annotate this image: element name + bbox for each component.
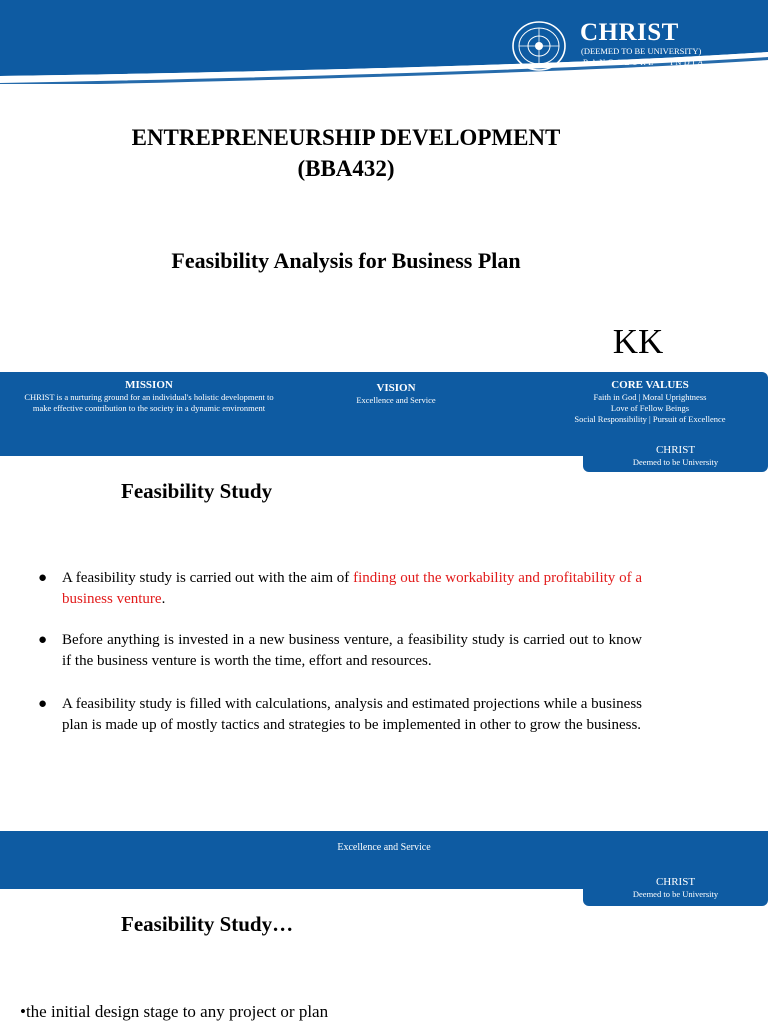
highlighted-text: finding out the workability and profitability of a business venture [62, 570, 642, 607]
course-title-line1: ENTREPRENEURSHIP DEVELOPMENT [131, 125, 561, 150]
bullet-icon: ● [38, 696, 48, 712]
vision-block [326, 382, 466, 406]
footer-vision-text: Excellence and Service [337, 842, 431, 853]
core-values-line1: Faith in God | Moral Uprightness [593, 392, 707, 402]
course-code: (BBA432) [297, 156, 395, 181]
mission-text-line2: make effective contribution to the society in a dynamic environment [32, 403, 266, 413]
slide-heading: Feasibility Study [121, 479, 273, 503]
presentation-subtitle: Feasibility Analysis for Business Plan [171, 248, 521, 273]
bullet-icon: ● [38, 570, 48, 586]
footer-university-name: CHRIST [655, 876, 696, 888]
bullet-list: ● A feasibility study is carried out with the aim of finding out the workability and profitability of a business venture. ● Before anything is invested in a new business venture, a feasibility study is carried out to know if the business venture is worth the time, effort and resources. ● A feasibility study is filled with calculations, analysis and estimated projections while a business plan is made up of mostly tactics and strategies to be implemented in other to grow the business. [38, 568, 642, 768]
logo-subtitle: (DEEMED TO BE UNIVERSITY) [581, 46, 702, 56]
author-initials: KK [612, 322, 664, 361]
footer-university-status: Deemed to be University [632, 457, 719, 467]
footer-university-tab [583, 870, 768, 906]
vision-heading: VISION [376, 382, 416, 394]
mission-text-line1: CHRIST is a nurturing ground for an individual's holistic development to [24, 392, 274, 402]
logo-wordmark: CHRIST [580, 19, 679, 46]
core-values-heading: CORE VALUES [611, 379, 689, 391]
university-logo [510, 18, 750, 74]
course-title [0, 122, 692, 184]
core-values-line3: Social Responsibility | Pursuit of Excellence [574, 414, 726, 424]
bullet-text: A feasibility study is filled with calculations, analysis and estimated projections while a business plan is made up of mostly tactics and strategies to be implemented in other to grow the business. [62, 696, 642, 733]
bullet-text: •the initial design stage to any project or plan [20, 1002, 329, 1021]
slide-heading: Feasibility Study… [121, 912, 294, 936]
footer-university-tab [583, 440, 768, 472]
bullet-text: Before anything is invested in a new business venture, a feasibility study is carried out to know if the business venture is worth the time, effort and resources. [62, 632, 642, 669]
core-values-line2: Love of Fellow Beings [610, 403, 690, 413]
mission-heading: MISSION [125, 379, 173, 391]
vision-text: Excellence and Service [356, 395, 436, 405]
university-seal-icon [510, 20, 568, 72]
bullet-text: A feasibility study is carried out with the aim of [62, 570, 354, 586]
bullet-icon: ● [38, 632, 48, 648]
core-values-block [530, 379, 768, 425]
footer-university-status: Deemed to be University [632, 889, 719, 899]
mission-block [0, 379, 298, 414]
logo-location: BANGALORE · INDIA [583, 58, 706, 67]
footer-university-name: CHRIST [655, 444, 696, 456]
